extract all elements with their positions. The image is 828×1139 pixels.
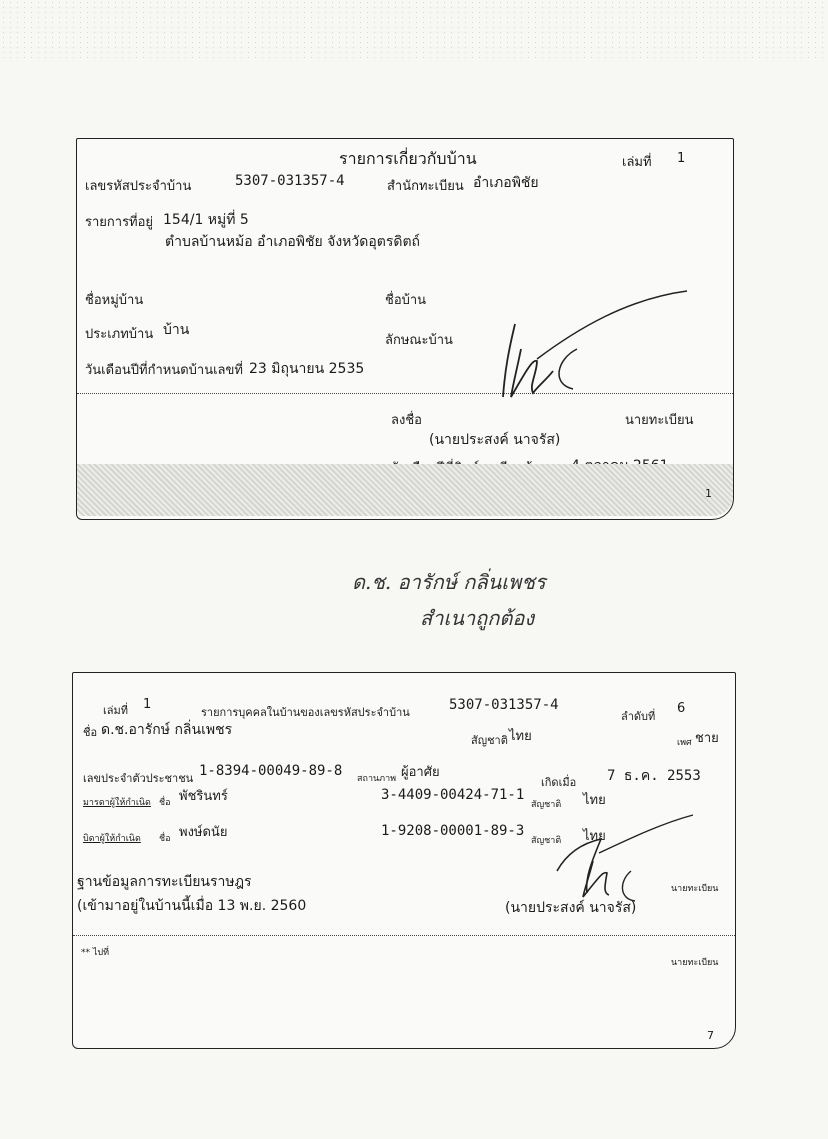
book-number: 1 (143, 697, 152, 712)
status-label: สถานภาพ (357, 774, 397, 784)
sex: ชาย (695, 731, 719, 746)
basis-label: ฐานข้อมูลการทะเบียนราษฎร (77, 874, 252, 890)
born-label: เกิดเมื่อ (541, 776, 577, 789)
assigned-date: 23 มิถุนายน 2535 (249, 361, 365, 377)
house-code: 5307-031357-4 (235, 173, 345, 189)
father-nationality: ไทย (583, 829, 606, 844)
book-label: เล่มที่ (622, 155, 652, 170)
id-number: 1-8394-00049-89-8 (199, 763, 343, 779)
book-label: เล่มที่ (103, 704, 129, 717)
mother-nationality-label: สัญชาติ (531, 800, 562, 810)
mother-id: 3-4409-00424-71-1 (381, 787, 525, 803)
father-name: พงษ์ดนัย (179, 825, 228, 840)
id-label: เลขประจำตัวประชาชน (83, 772, 194, 785)
house-character-label: ลักษณะบ้าน (385, 333, 453, 348)
father-nationality-label: สัญชาติ (531, 836, 562, 846)
house-code: 5307-031357-4 (449, 697, 559, 713)
assigned-date-label: วันเดือนปีที่กำหนดบ้านเลขที่ (85, 363, 243, 378)
moved-in: (เข้ามาอยู่ในบ้านนี้เมื่อ 13 พ.ย. 2560 (77, 898, 307, 914)
address-line1: 154/1 หมู่ที่ 5 (163, 212, 249, 228)
registrar-label: นายทะเบียน (671, 884, 719, 894)
nationality: ไทย (509, 729, 532, 744)
father-id: 1-9208-00001-89-3 (381, 823, 525, 839)
born-date: 7 ธ.ค. 2553 (607, 768, 701, 784)
registrar-signature-1 (477, 289, 717, 409)
address-label: รายการที่อยู่ (85, 215, 154, 230)
person-name: ด.ช.อารักษ์ กลิ่นเพชร (101, 722, 233, 738)
registry-office: อำเภอพิชัย (473, 175, 539, 191)
house-card-title: รายการเกี่ยวกับบ้าน (339, 149, 477, 168)
sex-label: เพศ (677, 738, 692, 748)
address-line2: ตำบลบ้านหม้อ อำเภอพิชัย จังหวัดอุตรดิตถ์ (165, 234, 421, 250)
father-name-label: ชื่อ (159, 834, 171, 844)
name-label: ชื่อ (83, 726, 98, 739)
status: ผู้อาศัย (401, 765, 440, 780)
moved-out: ** ไปที่ (81, 948, 110, 958)
house-type-label: ประเภทบ้าน (85, 327, 154, 342)
mother-name-label: ชื่อ (159, 798, 171, 808)
house-code-label: เลขรหัสประจำบ้าน (85, 179, 192, 194)
house-type: บ้าน (163, 322, 190, 338)
order-number: 6 (677, 701, 686, 716)
house-name-label: ชื่อบ้าน (385, 293, 427, 308)
mother-nationality: ไทย (583, 793, 606, 808)
mother-name: พัชรินทร์ (179, 789, 228, 804)
scan-shading (77, 464, 733, 516)
registry-office-label: สำนักทะเบียน (387, 179, 464, 194)
book-number: 1 (677, 151, 686, 166)
registrar-label-2: นายทะเบียน (671, 958, 719, 968)
nationality-label: สัญชาติ (471, 734, 508, 747)
registrar-name: (นายประสงค์ นาจรัส) (429, 432, 561, 448)
registrar-label: นายทะเบียน (625, 413, 694, 428)
handwritten-name: ด.ช. อารักษ์ กลิ่นเพชร (352, 570, 546, 594)
section-title: รายการบุคคลในบ้านของเลขรหัสประจำบ้าน (201, 706, 410, 719)
scan-noise (0, 0, 828, 60)
handwritten-certified: สำเนาถูกต้อง (420, 606, 535, 630)
order-label: ลำดับที่ (621, 710, 656, 723)
registrar-name: (นายประสงค์ นาจรัส) (505, 900, 637, 916)
page-number: 1 (705, 487, 712, 500)
mother-label: มารดาผู้ให้กำเนิด (83, 798, 151, 808)
sign-label: ลงชื่อ (391, 413, 422, 428)
person-details-card (72, 672, 736, 1049)
house-details-card (76, 138, 734, 520)
village-name-label: ชื่อหมู่บ้าน (85, 293, 144, 308)
page-number: 7 (707, 1029, 714, 1042)
divider (73, 935, 735, 936)
father-label: บิดาผู้ให้กำเนิด (83, 834, 141, 844)
